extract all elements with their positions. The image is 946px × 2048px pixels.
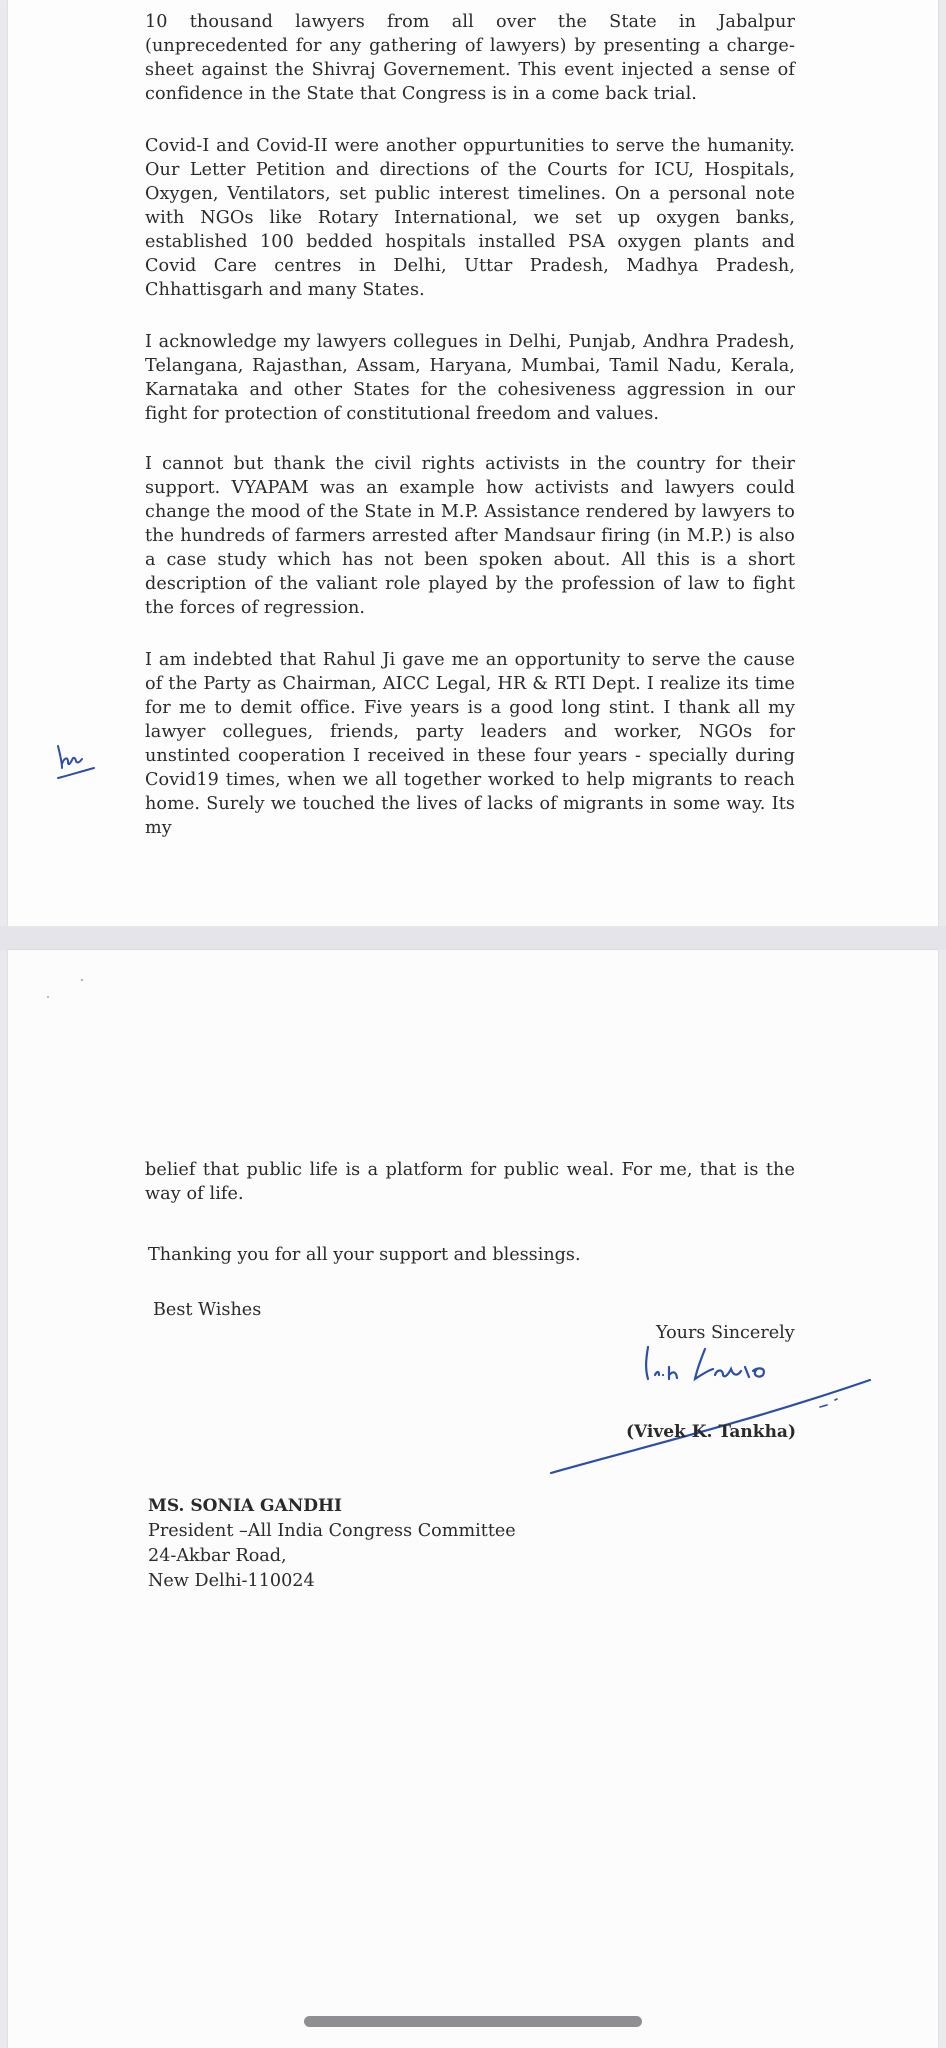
recipient-address-line1: 24-Akbar Road, <box>148 1546 287 1566</box>
thanks-line: Thanking you for all your support and blessings. <box>148 1245 581 1265</box>
home-indicator[interactable] <box>304 2016 642 2027</box>
page-gap <box>0 926 946 950</box>
continuation-paragraph: belief that public life is a platform for public weal. For me, that is the way of life. <box>145 1160 795 1204</box>
closing-yours-sincerely: Yours Sincerely <box>656 1323 795 1343</box>
margin-initials <box>52 740 102 790</box>
paragraph-1: 10 thousand lawyers from all over the State in Jabalpur (unprecedented for any gathering of lawyers) by presenting a charge-sheet against the Shivraj Governement. This event injected a sense of confidence in the State that Congress is in a come back trial. <box>145 12 795 104</box>
paragraph-5: I am indebted that Rahul Ji gave me an opportunity to serve the cause of the Party as Chairman, AICC Legal, HR & RTI Dept. I realize its time for me to demit office. Five years is a good long stint. I thank all my lawyer collegues, friends, party leaders and worker, NGOs for unstinted cooperation I received in these four years - specially during Covid19 times, when we all together worked to help migrants to reach home. Surely we touched the lives of lacks of migrants in some way. Its my <box>145 650 795 838</box>
paragraph-3: I acknowledge my lawyers collegues in Delhi, Punjab, Andhra Pradesh, Telangana, Rajasthan, Assam, Haryana, Mumbai, Tamil Nadu, Kerala, Karnataka and other States for the cohesiveness aggression in our fight for protection of constitutional freedom and values. <box>145 332 795 424</box>
recipient-address-line2: New Delhi-110024 <box>148 1571 315 1591</box>
recipient-address <box>148 1494 516 1594</box>
page-speck-marks <box>44 976 94 1006</box>
recipient-name: MS. SONIA GANDHI <box>148 1496 343 1516</box>
best-wishes: Best Wishes <box>153 1300 262 1320</box>
paragraph-2: Covid-I and Covid-II were another oppurtunities to serve the humanity. Our Letter Petition and directions of the Courts for ICU, Hospitals, Oxygen, Ventilators, set public interest timelines. On a personal note with NGOs like Rotary International, we set up oxygen banks, established 100 bedded hospitals installed PSA oxygen plants and Covid Care centres in Delhi, Uttar Pradesh, Madhya Pradesh, Chhattisgarh and many States. <box>145 136 795 300</box>
recipient-title: President –All India Congress Committee <box>148 1521 516 1541</box>
signature <box>545 1345 875 1475</box>
paragraph-4: I cannot but thank the civil rights activists in the country for their support. VYAPAM was an example how activists and lawyers could change the mood of the State in M.P. Assistance rendered by lawyers to the hundreds of farmers arrested after Mandsaur firing (in M.P.) is also a case study which has not been spoken about. All this is a short description of the valiant role played by the profession of law to fight the forces of regression. <box>145 454 795 618</box>
signatory-name: (Vivek K. Tankha) <box>626 1422 796 1442</box>
